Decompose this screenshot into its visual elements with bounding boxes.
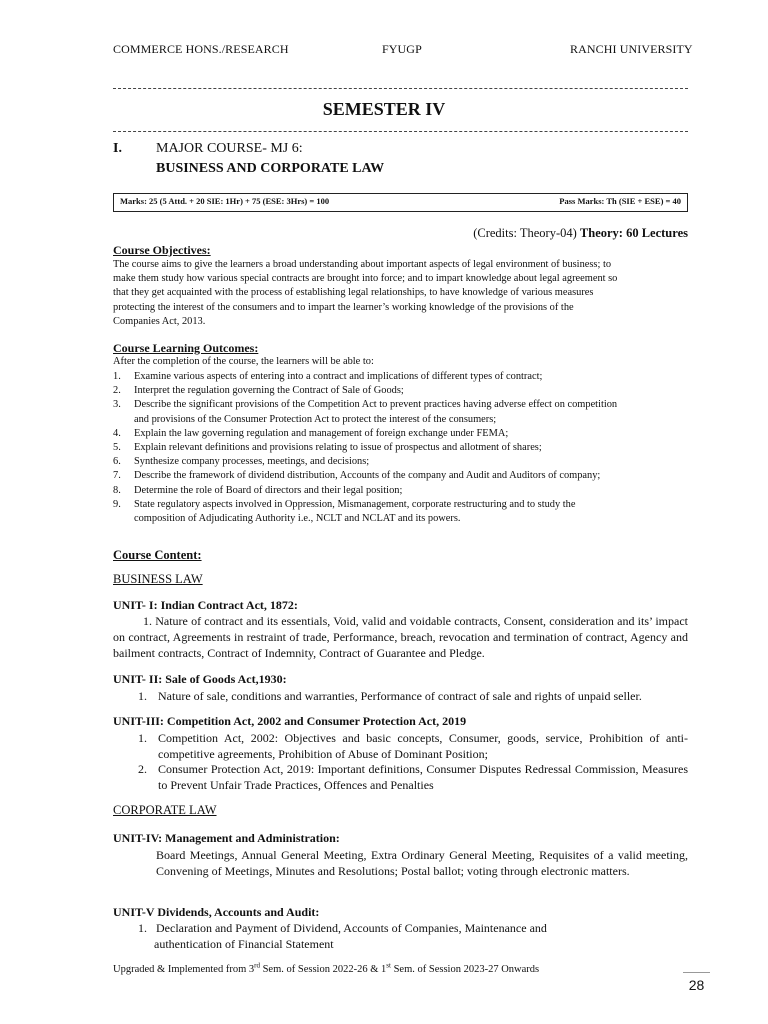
unit2-text: Nature of sale, conditions and warranties, Performance of contract of sale and rights of unpaid seller. [158,689,642,703]
list-item-text: Interpret the regulation governing the Contract of Sale of Goods; [134,385,404,397]
list-item-text: Synthesize company processes, meetings, and decisions; [134,456,370,468]
header-right: RANCHI UNIVERSITY [570,42,693,56]
unit5-line-2: authentication of Financial Statement [154,937,334,951]
page-number-rule [683,972,710,973]
list-item [113,384,688,398]
course-title: BUSINESS AND CORPORATE LAW [156,161,385,176]
unit5-item [138,920,688,952]
list-number: 1. [113,371,121,382]
course-code: MAJOR COURSE- MJ 6: [156,141,303,156]
list-item [113,469,688,483]
list-number: 2. [138,762,147,776]
list-item [113,441,688,455]
list-item-text: composition of Adjudicating Authority i.e., NCLT and NCLAT and its powers. [134,513,461,525]
list-item-text: Examine various aspects of entering into a contract and implications of different types of contract; [134,371,543,382]
page-number: 28 [688,977,705,993]
list-number: 1. [138,731,147,745]
unit5-title: UNIT-V Dividends, Accounts and Audit: [113,905,320,919]
corporate-law-heading: CORPORATE LAW [113,803,217,817]
footer-text: Upgraded & Implemented from 3 [113,964,255,975]
objectives-line: that they get acquainted with the process of establishing legal relationships, to have knowledge of various measures [113,287,594,299]
unit5-text: Declaration and Payment of Dividend, Accounts of Companies, Maintenance and [156,921,547,935]
list-number: 1. [138,689,147,703]
list-item-text: Explain the law governing regulation and management of foreign exchange under FEMA; [134,427,509,439]
unit1-title: UNIT- I: Indian Contract Act, 1872: [113,598,298,612]
outcomes-list [113,370,688,526]
course-content-heading: Course Content: [113,548,202,562]
list-item-text: Describe the significant provisions of the Competition Act to prevent practices having adverse effect on competition [134,399,618,411]
marks-text: Marks: 25 (5 Attd. + 20 SIE: 1Hr) + 75 (ESE: 3Hrs) = 100 [120,196,330,206]
unit3-item-text: Consumer Protection Act, 2019: Important definitions, Consumer Disputes Redressal Commission, Measures to Prevent Unfair Trade Practices, Offences and Penalties [158,762,688,792]
header-left: COMMERCE HONS./RESEARCH [113,42,289,56]
objectives-line: The course aims to give the learners a broad understanding about important aspects of legal environment of business; to [113,259,612,270]
semester-title: SEMESTER IV [322,99,446,119]
objectives-line: make them study how various special contracts are brought into force; and to impart knowledge about legal agreement so [113,273,618,285]
list-number: 9. [113,498,121,510]
course-roman-numeral: I. [113,141,122,156]
credits-line [473,226,688,241]
list-item [113,498,688,526]
unit4-text: Board Meetings, Annual General Meeting, Extra Ordinary General Meeting, Requisites of a valid meeting, Convening of Meetings, Minutes and Resolutions; Postal ballot; voting through electronic matters. [156,848,688,878]
list-number: 2. [113,385,121,397]
list-number: 4. [113,427,121,439]
credits-text: (Credits: Theory-04) [473,226,577,240]
objectives-paragraph [113,258,688,329]
list-item-text: and provisions of the Consumer Protection Act to protect the interest of the consumers; [134,413,497,425]
unit2-item [138,688,688,704]
dashed-divider-top [113,88,688,89]
list-number: 1. [138,921,147,935]
list-item-text: Explain relevant definitions and provisions relating to issue of prospectus and allotment of shares; [134,442,542,454]
footer-text: Sem. of Session 2022-26 & 1 [259,964,387,975]
list-item-text: State regulatory aspects involved in Oppression, Mismanagement, corporate restructuring and to study the [134,498,576,510]
objectives-line: protecting the interest of the consumers and to impart the learner’s working knowledge of the provisions of the [113,301,574,313]
unit4-title: UNIT-IV: Management and Administration: [113,831,340,845]
list-number: 8. [113,484,121,496]
list-number: 6. [113,456,121,468]
unit2-title: UNIT- II: Sale of Goods Act,1930: [113,672,287,686]
unit3-item-1 [138,730,688,762]
header-center: FYUGP [382,42,422,56]
objectives-heading: Course Objectives: [113,243,211,257]
footer-sup: st [386,961,391,970]
objectives-line: Companies Act, 2013. [113,315,206,327]
list-item [113,370,688,384]
unit5-line-1 [138,920,688,936]
list-item-text: Determine the role of Board of directors and their legal position; [134,484,403,496]
pass-marks-text: Pass Marks: Th (SIE + ESE) = 40 [559,196,681,206]
list-number: 5. [113,442,121,454]
theory-lectures: Theory: 60 Lectures [579,226,688,240]
unit1-text: 1. Nature of contract and its essentials, Void, valid and voidable contracts, Consent, consideration and its’ impact on contract, Agreements in restraint of trade, Performance, breach, revocation and termination of contract, Agency and bailment contracts, Contract of Indemnity, Contract of Guarantee and Pledge. [113,614,688,660]
dashed-divider-bottom [113,131,688,132]
business-law-heading: BUSINESS LAW [113,572,203,586]
outcomes-intro: After the completion of the course, the learners will be able to: [113,356,374,367]
list-number: 3. [113,399,121,411]
list-item [113,455,688,469]
footer-note [113,961,540,975]
unit3-item-2 [138,761,688,793]
unit3-item-text: Competition Act, 2002: Objectives and basic concepts, Consumer, goods, service, Prohibition of anti-competitive agreements, Prohibition of Abuse of Dominant Position; [158,731,688,761]
list-item [113,484,688,498]
list-item [113,427,688,441]
list-item [113,398,688,426]
footer-text: Sem. of Session 2023-27 Onwards [390,964,540,975]
unit3-title: UNIT-III: Competition Act, 2002 and Consumer Protection Act, 2019 [113,714,467,728]
list-item-text: Describe the framework of dividend distribution, Accounts of the company and Audit and Auditors of company; [134,470,601,482]
outcomes-heading: Course Learning Outcomes: [113,341,259,355]
marks-box [113,193,688,212]
list-number: 7. [113,470,121,482]
footer-sup: rd [254,961,260,970]
